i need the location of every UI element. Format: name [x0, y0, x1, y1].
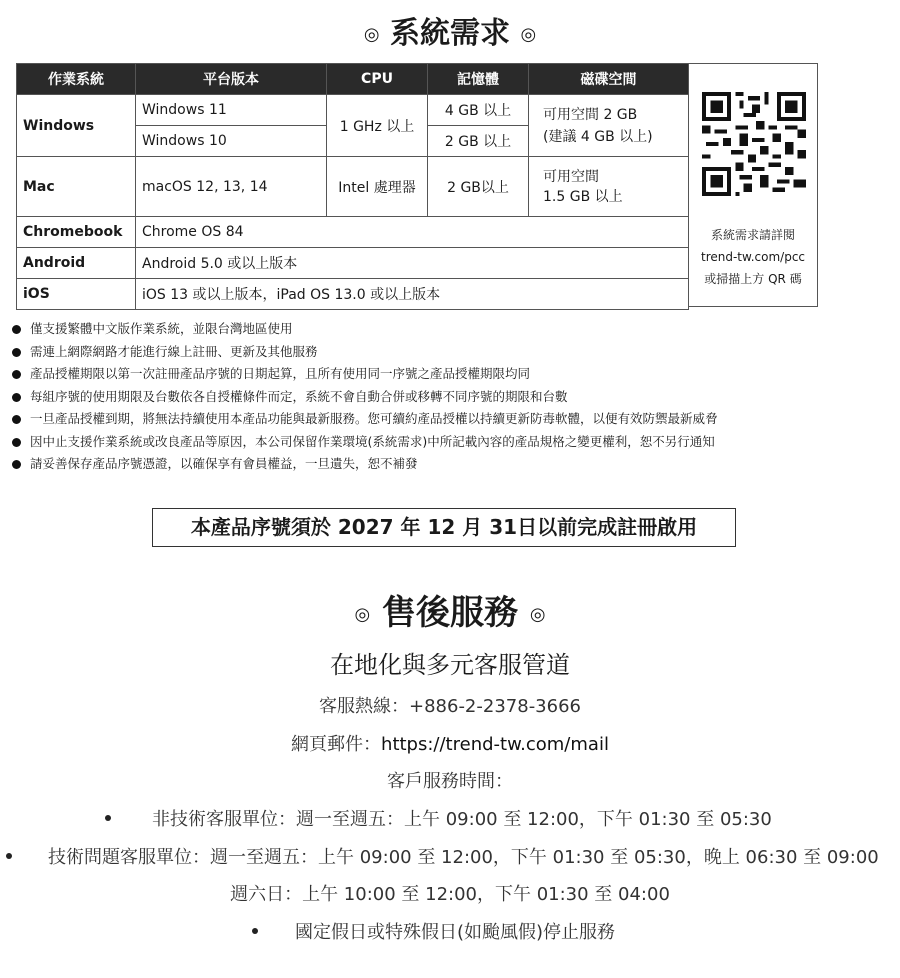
list-item: 一旦產品授權到期，將無法持續使用本產品功能與最新服務。您可續約產品授權以持續更新防毒軟體，以便有效防禦最新威脅: [12, 408, 892, 431]
os-windows: Windows: [17, 95, 136, 157]
table-row: [17, 157, 689, 217]
list-item: 產品授權期限以第一次註冊產品序號的日期起算，且所有使用同一序號之產品授權期限均同: [12, 363, 892, 386]
qr-caption: 系統需求請詳閱 trend-tw.com/pcc 或掃描上方 QR 碼: [689, 224, 817, 290]
header-disk: 磁碟空間: [529, 64, 689, 95]
table-row: [17, 279, 689, 310]
registration-deadline-notice: 本產品序號須於 2027 年 12 月 31日以前完成註冊啟用: [152, 508, 736, 547]
hotline: 客服熱線：+886-2-2378-3666: [319, 696, 581, 717]
table-row: [17, 248, 689, 279]
os-android: Android: [17, 248, 136, 279]
requirements-table: [16, 63, 689, 310]
after-sales-title: ◎ 售後服務 ◎: [354, 593, 546, 633]
title-mark-icon: ◎: [520, 24, 537, 45]
title-mark-icon: ◎: [354, 604, 371, 625]
tech-hours: 技術問題客服單位：週一至週五：上午 09:00 至 12:00，下午 01:30 至 05:30，晚上 06:30 至 09:00: [48, 847, 879, 868]
qr-panel: [689, 63, 818, 307]
qr-code-icon[interactable]: [702, 70, 806, 218]
nontech-hours: 非技術客服單位：週一至週五：上午 09:00 至 12:00，下午 01:30 至 05:30: [152, 809, 772, 830]
memory-win10: 2 GB 以上: [428, 126, 529, 157]
memory-mac: 2 GB以上: [428, 157, 529, 217]
table-row: [17, 95, 689, 126]
platform-chromebook: Chrome OS 84: [136, 217, 689, 248]
header-platform: 平台版本: [136, 64, 327, 95]
list-item: 僅支援繁體中文版作業系統，並限台灣地區使用: [12, 318, 892, 341]
table-row: [17, 217, 689, 248]
cpu-windows: 1 GHz 以上: [327, 95, 428, 157]
web-mail: 網頁郵件：https://trend-tw.com/mail: [291, 734, 609, 755]
table-header-row: [17, 64, 689, 95]
os-chromebook: Chromebook: [17, 217, 136, 248]
weekend-hours: 週六日：上午 10:00 至 12:00，下午 01:30 至 04:00: [230, 884, 670, 905]
platform-win10: Windows 10: [136, 126, 327, 157]
memory-win11: 4 GB 以上: [428, 95, 529, 126]
mail-link[interactable]: https://trend-tw.com/mail: [381, 734, 609, 755]
header-memory: 記憶體: [428, 64, 529, 95]
header-cpu: CPU: [327, 64, 428, 95]
system-requirements-title: ◎ 系統需求 ◎: [363, 16, 537, 51]
bullet-icon: [105, 815, 111, 821]
list-item: 請妥善保存產品序號憑證，以確保享有會員權益，一旦遺失，恕不補發: [12, 453, 892, 476]
platform-win11: Windows 11: [136, 95, 327, 126]
os-mac: Mac: [17, 157, 136, 217]
header-os: 作業系統: [17, 64, 136, 95]
list-item: 需連上網際網路才能進行線上註冊、更新及其他服務: [12, 341, 892, 364]
disk-mac: 可用空間 1.5 GB 以上: [529, 157, 689, 217]
platform-mac: macOS 12, 13, 14: [136, 157, 327, 217]
platform-ios: iOS 13 或以上版本，iPad OS 13.0 或以上版本: [136, 279, 689, 310]
cpu-mac: Intel 處理器: [327, 157, 428, 217]
service-hours-label: 客戶服務時間：: [387, 771, 513, 792]
service-subtitle: 在地化與多元客服管道: [330, 651, 570, 679]
bullet-icon: [6, 853, 12, 859]
os-ios: iOS: [17, 279, 136, 310]
bullet-icon: [252, 928, 258, 934]
pcc-link[interactable]: trend-tw.com/pcc: [700, 250, 806, 264]
disk-windows: 可用空間 2 GB (建議 4 GB 以上): [529, 95, 689, 157]
holiday-notice: 國定假日或特殊假日(如颱風假)停止服務: [295, 922, 616, 943]
platform-android: Android 5.0 或以上版本: [136, 248, 689, 279]
title-mark-icon: ◎: [529, 604, 546, 625]
list-item: 因中止支援作業系統或改良產品等原因，本公司保留作業環境(系統需求)中所記載內容的產品規格之變更權利，恕不另行通知: [12, 431, 892, 454]
title-mark-icon: ◎: [363, 24, 380, 45]
list-item: 每組序號的使用期限及台數依各自授權條件而定，系統不會自動合併或移轉不同序號的期限和台數: [12, 386, 892, 409]
notes-list: [12, 318, 892, 476]
